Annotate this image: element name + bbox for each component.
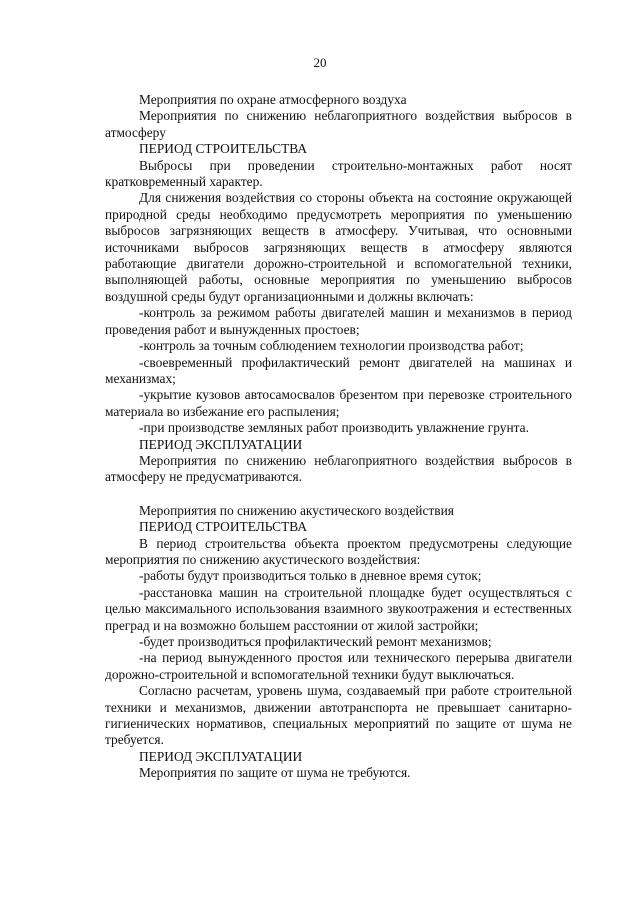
list-item: -укрытие кузовов автосамосвалов брезентом при перевозке строительного материала во избежание его распыления; [105,387,572,419]
page-number: 20 [313,55,327,70]
list-item: -контроль за точным соблюдением технологии производства работ; [139,338,524,354]
paragraph: Мероприятия по снижению неблагоприятного воздействия выбросов в атмосферу не предусматриваются. [105,452,572,485]
list-item: -контроль за режимом работы двигателей машин и механизмов в период проведения работ и вынужденных простоев; [105,305,572,337]
list-item: -будет производиться профилактический ремонт механизмов; [139,634,492,649]
paragraph: Мероприятия по защите от шума не требуются. [139,765,411,781]
subsection-title-emissions: Мероприятия по снижению неблагоприятного воздействия выбросов в атмосферу [105,108,572,140]
heading-construction-period: ПЕРИОД СТРОИТЕЛЬСТВА [139,519,308,535]
section-title-air: Мероприятия по охране атмосферного воздуха [139,92,407,107]
paragraph: В период строительства объекта проектом предусмотрены следующие мероприятия по снижению акустического воздействия: [105,535,572,567]
spacer [105,486,572,503]
document-body [105,92,572,782]
paragraph: Согласно расчетам, уровень шума, создаваемый при работе строительной техники и механизмов, движении автотранспорта не превышает санитарно-гигиенических нормативов, специальных мероприятий по защите от шума не требуется. [105,683,572,748]
list-item: -работы будут производиться только в дневное время суток; [139,568,482,584]
list-item: -при производстве земляных работ производить увлажнение грунта. [139,420,529,436]
section-title-acoustic: Мероприятия по снижению акустического воздействия [139,502,454,518]
heading-operation-period: ПЕРИОД ЭКСПЛУАТАЦИИ [139,748,303,764]
list-item: -расстановка машин на строительной площадке будет осуществляться с целью максимального использования взаимного звукоотражения и естественных преград и на возможно большем расстоянии от жилой застройки; [105,584,572,633]
paragraph: Выбросы при проведении строительно-монтажных работ носят кратковременный характер. [105,157,572,190]
paragraph: Для снижения воздействия со стороны объекта на состояние окружающей природной среды необходимо предусмотреть мероприятия по уменьшению выбросов загрязняющих веществ в атмосферу. Учитывая, что основными источниками выбросов загрязняющих веществ в атмосферу являются работающие двигатели дорожно-строительной и вспомогательной техники, выполняющей работы, основные мероприятия по уменьшению выбросов воздушной среды будут организационными и должны включать: [105,190,572,304]
list-item: -на период вынужденного простоя или технического перерыва двигатели дорожно-строительной и вспомогательной техники будут выключаться. [105,650,572,682]
heading-operation-period: ПЕРИОД ЭКСПЛУАТАЦИИ [139,436,303,452]
list-item: -своевременный профилактический ремонт двигателей на машинах и механизмах; [105,354,572,386]
heading-construction-period: ПЕРИОД СТРОИТЕЛЬСТВА [139,141,308,157]
